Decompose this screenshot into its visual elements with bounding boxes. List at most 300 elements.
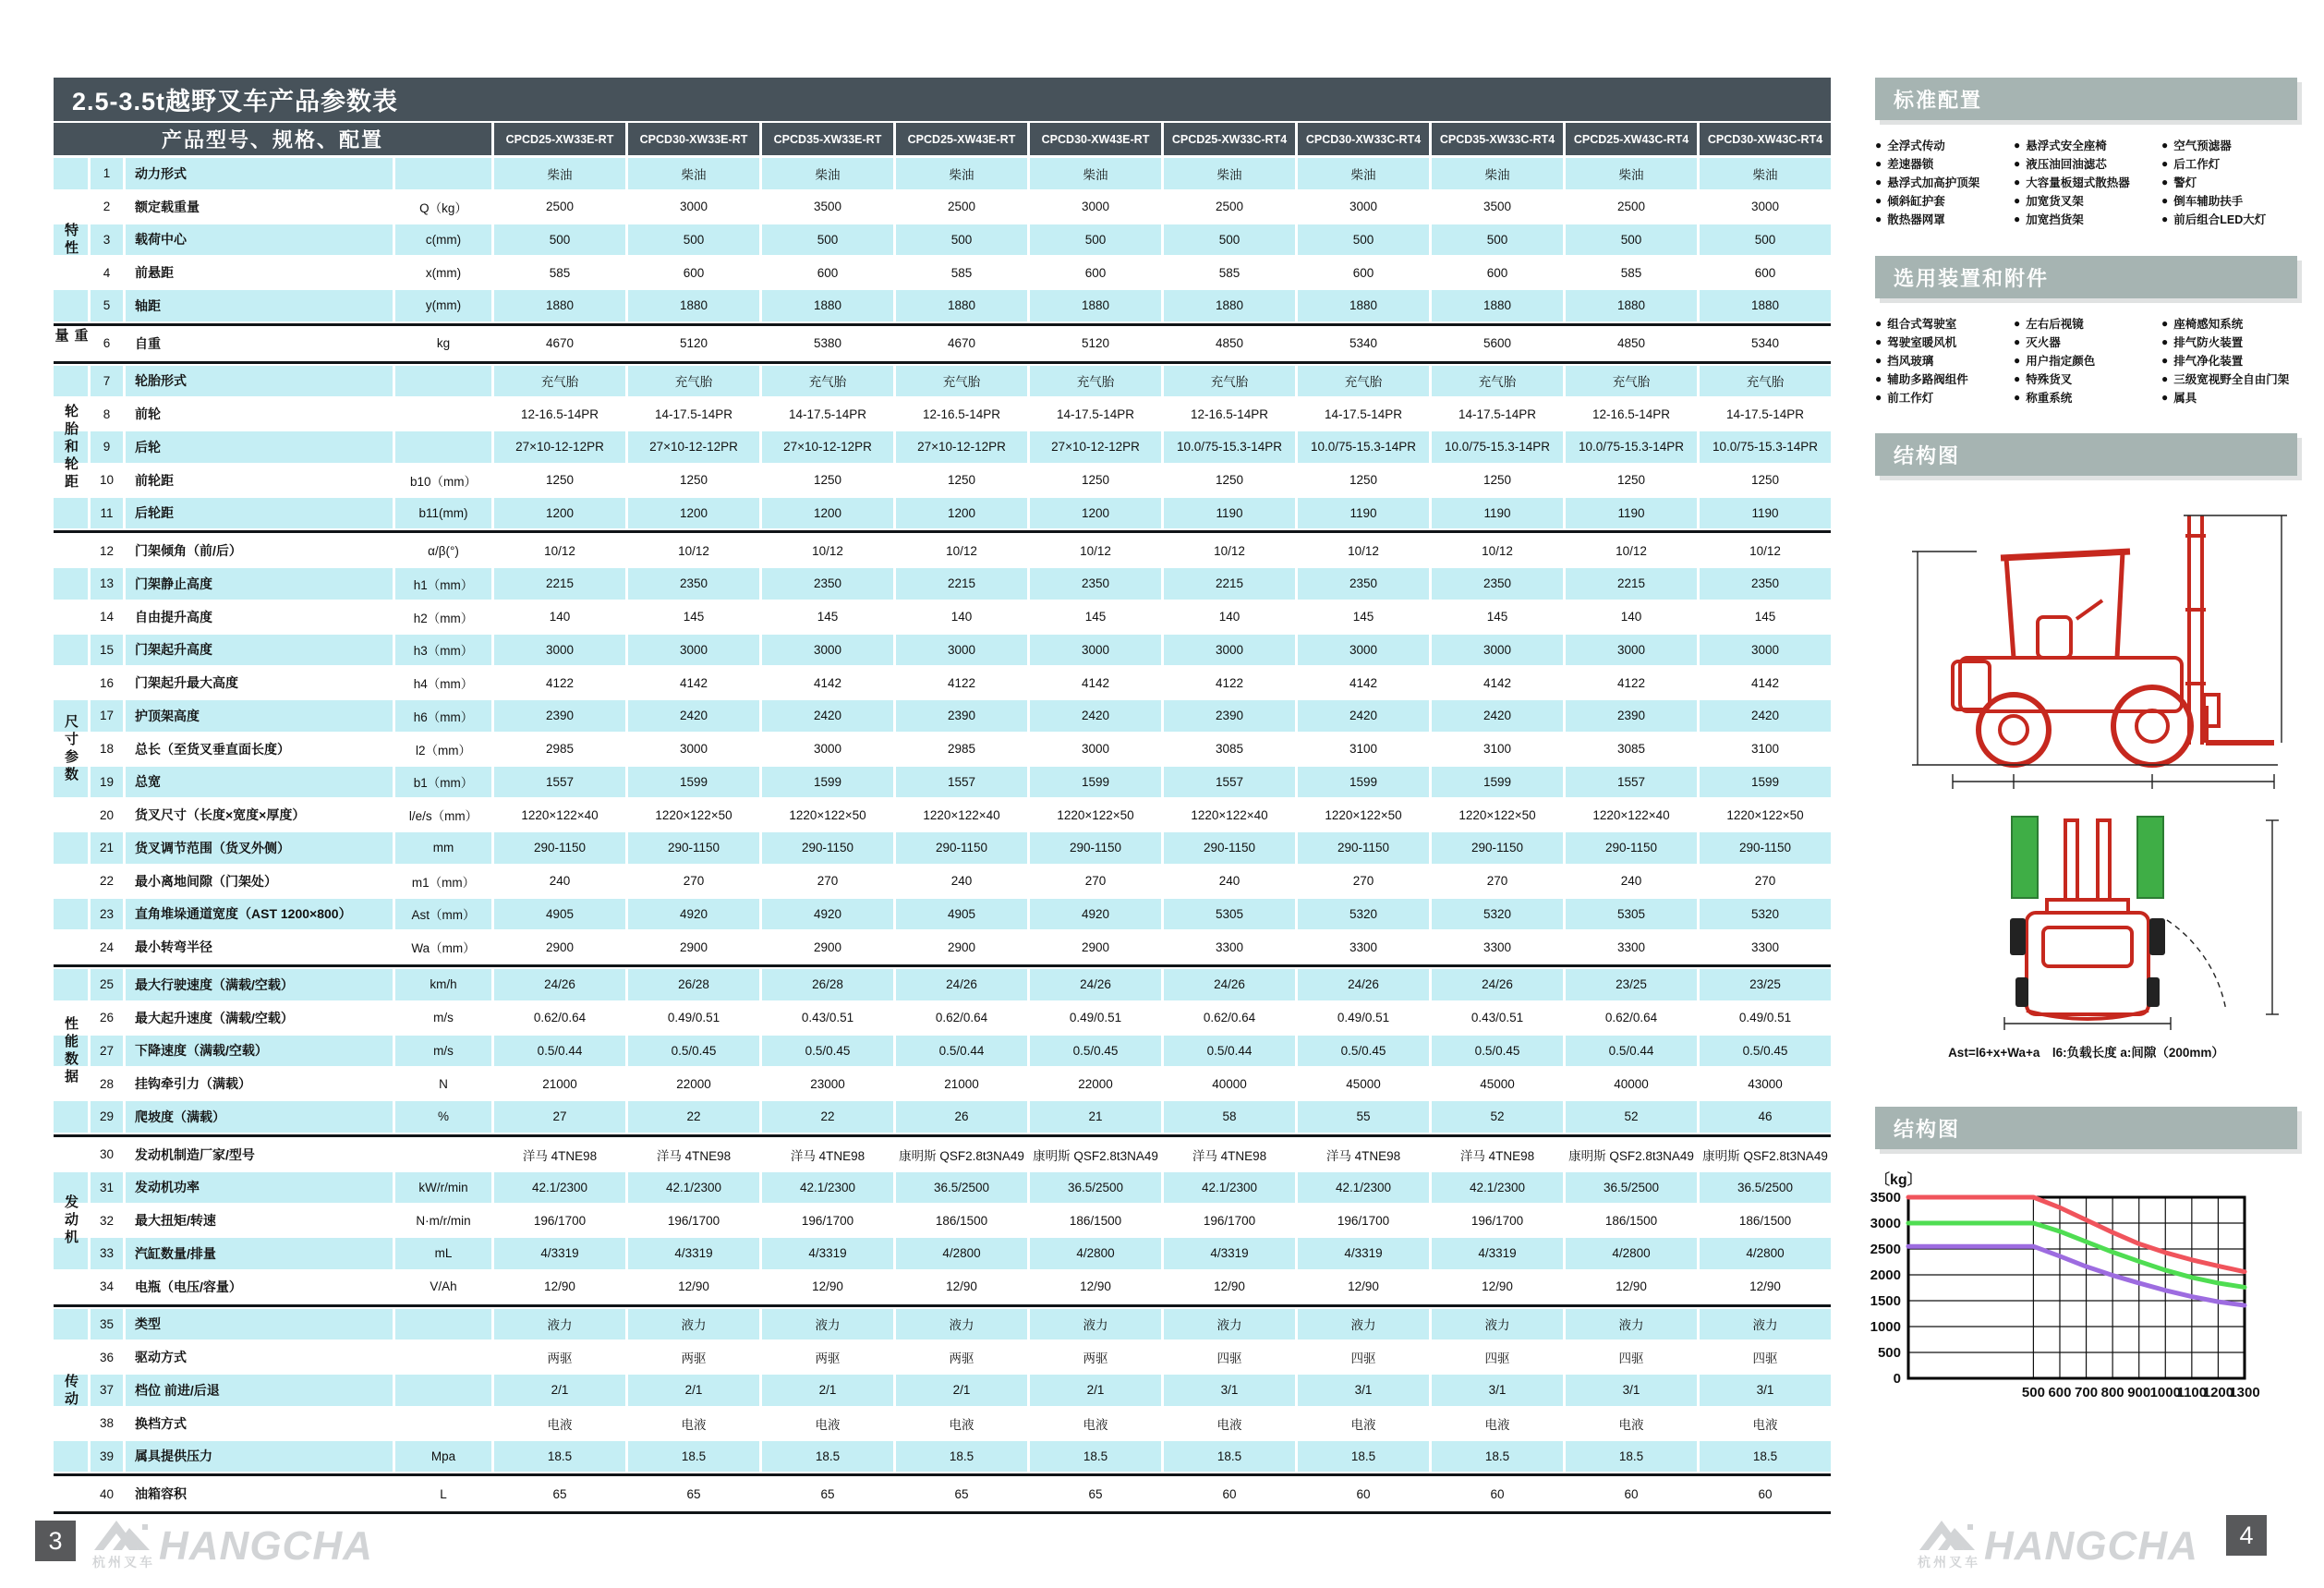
- spec-value: 4920: [1030, 899, 1161, 930]
- spec-value: 1250: [494, 465, 625, 496]
- row-unit: h4（mm）: [395, 667, 491, 698]
- spec-value: 充气胎: [896, 366, 1027, 397]
- spec-value: 1557: [896, 767, 1027, 798]
- spec-value: 柴油: [762, 158, 893, 189]
- row-label: 档位 前进/后退: [126, 1375, 393, 1406]
- spec-value: 洋马 4TNE98: [1164, 1139, 1295, 1170]
- config-item: [2161, 370, 2309, 387]
- row-label: 汽缸数量/排量: [126, 1238, 393, 1269]
- spec-value: 40000: [1164, 1068, 1295, 1099]
- spec-value: 3000: [1298, 635, 1429, 666]
- spec-value: 46: [1700, 1101, 1831, 1133]
- spec-value: 290-1150: [1700, 832, 1831, 864]
- config-item: [2161, 192, 2309, 209]
- row-unit: m/s: [395, 1036, 491, 1067]
- spec-value: 14-17.5-14PR: [1700, 398, 1831, 430]
- spec-value: 3000: [1030, 191, 1161, 223]
- spec-value: 4905: [494, 899, 625, 930]
- row-label: 最小离地间隙（门架处）: [126, 866, 393, 897]
- spec-value: 四驱: [1700, 1341, 1831, 1373]
- config-item: [2161, 315, 2309, 332]
- spec-value: 3000: [1700, 191, 1831, 223]
- spec-value: 1220×122×50: [1432, 799, 1563, 830]
- spec-value: 600: [628, 257, 759, 288]
- spec-value: 186/1500: [1566, 1205, 1697, 1236]
- spec-value: 1220×122×40: [1566, 799, 1697, 830]
- config-item: [2014, 137, 2161, 153]
- row-group-cell: [54, 866, 88, 897]
- config-item: [1875, 211, 2014, 227]
- config-item: [2161, 352, 2309, 369]
- spec-value: 3000: [494, 635, 625, 666]
- spec-value: 0.5/0.45: [762, 1036, 893, 1067]
- row-group-cell: [54, 969, 88, 1000]
- spec-value: 196/1700: [762, 1205, 893, 1236]
- spec-value: 3000: [628, 191, 759, 223]
- spec-value: 2215: [896, 568, 1027, 600]
- bullet-icon: ●: [2161, 139, 2169, 152]
- spec-value: 1250: [1432, 465, 1563, 496]
- x-tick-label: 1200: [2202, 1385, 2234, 1400]
- spec-value: 500: [1030, 224, 1161, 256]
- spec-value: 2420: [1432, 700, 1563, 732]
- spec-value: 10.0/75-15.3-14PR: [1566, 431, 1697, 463]
- spec-value: 充气胎: [494, 366, 625, 397]
- spec-value: 12-16.5-14PR: [494, 398, 625, 430]
- spec-row-31: [54, 1172, 1831, 1204]
- spec-row-6: [54, 328, 1831, 359]
- row-number: 22: [91, 866, 123, 897]
- spec-value: 2420: [762, 700, 893, 732]
- config-item: [1875, 315, 2014, 332]
- row-group-cell: [54, 224, 88, 256]
- spec-value: 康明斯 QSF2.8t3NA49: [1566, 1139, 1697, 1170]
- spec-row-34: [54, 1271, 1831, 1303]
- x-tick-label: 1100: [2176, 1385, 2208, 1400]
- spec-value: 液力: [762, 1309, 893, 1340]
- spec-row-3: [54, 224, 1831, 256]
- spec-value: 1250: [1700, 465, 1831, 496]
- row-group-cell: [54, 1271, 88, 1303]
- spec-value: 600: [762, 257, 893, 288]
- spec-table: [54, 123, 1831, 1516]
- spec-value: 10.0/75-15.3-14PR: [1432, 431, 1563, 463]
- spec-value: 10/12: [1700, 535, 1831, 566]
- spec-value: 两驱: [1030, 1341, 1161, 1373]
- config-item-label: 空气预滤器: [2173, 139, 2232, 152]
- row-number: 2: [91, 191, 123, 223]
- spec-value: 5320: [1432, 899, 1563, 930]
- row-number: 15: [91, 635, 123, 666]
- spec-value: 3300: [1700, 931, 1831, 963]
- group-separator: [54, 964, 1831, 967]
- spec-value: 2350: [762, 568, 893, 600]
- row-number: 5: [91, 290, 123, 321]
- spec-value: 3100: [1700, 733, 1831, 765]
- spec-value: 3000: [1432, 635, 1563, 666]
- spec-value: 24/26: [1298, 969, 1429, 1000]
- spec-value: 10.0/75-15.3-14PR: [1298, 431, 1429, 463]
- spec-value: 3500: [762, 191, 893, 223]
- spec-value: 4142: [762, 667, 893, 698]
- row-unit: [395, 1139, 491, 1170]
- row-label: 发动机功率: [126, 1172, 393, 1204]
- spec-value: 18.5: [1298, 1441, 1429, 1473]
- spec-value: 21000: [494, 1068, 625, 1099]
- optional-config-list: [1875, 314, 2309, 406]
- spec-value: 10.0/75-15.3-14PR: [1164, 431, 1295, 463]
- spec-value: 4850: [1164, 328, 1295, 359]
- spec-value: 1220×122×40: [494, 799, 625, 830]
- group-separator: [54, 1134, 1831, 1137]
- row-unit: α/β(°): [395, 535, 491, 566]
- spec-value: 500: [1432, 224, 1563, 256]
- spec-value: 600: [1700, 257, 1831, 288]
- spec-value: 1880: [1566, 290, 1697, 321]
- spec-value: 5120: [1030, 328, 1161, 359]
- row-unit: km/h: [395, 969, 491, 1000]
- row-unit: h1（mm）: [395, 568, 491, 600]
- spec-value: 1200: [494, 498, 625, 529]
- config-item: [1875, 370, 2014, 387]
- spec-value: 1200: [628, 498, 759, 529]
- row-number: 34: [91, 1271, 123, 1303]
- spec-value: 21000: [896, 1068, 1027, 1099]
- config-item-label: 全浮式传动: [1887, 139, 1945, 152]
- spec-value: 24/26: [896, 969, 1027, 1000]
- spec-value: 45000: [1432, 1068, 1563, 1099]
- row-unit: x(mm): [395, 257, 491, 288]
- row-group-cell: [54, 799, 88, 830]
- row-unit: [395, 158, 491, 189]
- group-separator: [54, 530, 1831, 533]
- spec-value: 2/1: [1030, 1375, 1161, 1406]
- spec-value: 18.5: [1164, 1441, 1295, 1473]
- row-number: 35: [91, 1309, 123, 1340]
- spec-value: 4/3319: [494, 1238, 625, 1269]
- spec-value: 12-16.5-14PR: [1566, 398, 1697, 430]
- row-unit: [395, 398, 491, 430]
- spec-value: 14-17.5-14PR: [1298, 398, 1429, 430]
- config-item-label: 加宽货叉架: [2026, 195, 2084, 208]
- spec-value: 2390: [1164, 700, 1295, 732]
- spec-value: 2/1: [494, 1375, 625, 1406]
- row-unit: N·m/r/min: [395, 1205, 491, 1236]
- spec-value: 电液: [1566, 1408, 1697, 1439]
- spec-value: 2500: [1566, 191, 1697, 223]
- spec-value: 2350: [1432, 568, 1563, 600]
- spec-value: 4122: [896, 667, 1027, 698]
- spec-value: 65: [896, 1478, 1027, 1509]
- spec-value: 2420: [628, 700, 759, 732]
- row-group-cell: [54, 535, 88, 566]
- spec-row-10: [54, 465, 1831, 496]
- spec-row-2: [54, 191, 1831, 223]
- spec-value: 42.1/2300: [1164, 1172, 1295, 1204]
- row-label: 最小转弯半径: [126, 931, 393, 963]
- config-item: [2161, 389, 2309, 406]
- spec-value: 23000: [762, 1068, 893, 1099]
- spec-value: 10/12: [1164, 535, 1295, 566]
- load-capacity-plot: [1862, 1160, 2302, 1413]
- row-label: 额定载重量: [126, 191, 393, 223]
- spec-value: 1220×122×50: [628, 799, 759, 830]
- spec-value: 43000: [1700, 1068, 1831, 1099]
- green-curve: [1908, 1223, 2245, 1287]
- spec-row-19: [54, 767, 1831, 798]
- row-group-cell: [54, 1341, 88, 1373]
- row-unit: kg: [395, 328, 491, 359]
- model-column-header: CPCD25-XW43C-RT4: [1566, 123, 1697, 155]
- row-unit: l2（mm）: [395, 733, 491, 765]
- row-unit: m/s: [395, 1002, 491, 1034]
- config-item: [2014, 352, 2161, 369]
- spec-value: 4670: [494, 328, 625, 359]
- bullet-icon: ●: [2014, 391, 2021, 404]
- model-column-header: CPCD30-XW33C-RT4: [1298, 123, 1429, 155]
- spec-value: 186/1500: [1030, 1205, 1161, 1236]
- spec-value: 0.62/0.64: [1566, 1002, 1697, 1034]
- spec-value: 24/26: [494, 969, 625, 1000]
- spec-value: 12/90: [494, 1271, 625, 1303]
- spec-value: 电液: [1700, 1408, 1831, 1439]
- row-group-cell: [54, 1408, 88, 1439]
- spec-value: 5340: [1700, 328, 1831, 359]
- bullet-icon: ●: [1875, 391, 1882, 404]
- config-item-label: 称重系统: [2026, 392, 2073, 405]
- structure-diagram-side-view: [1875, 480, 2297, 806]
- spec-value: 3000: [1298, 191, 1429, 223]
- spec-value: 500: [1164, 224, 1295, 256]
- spec-value: 585: [494, 257, 625, 288]
- row-label: 载荷中心: [126, 224, 393, 256]
- x-tick-label: 800: [2100, 1385, 2124, 1400]
- bullet-icon: ●: [2161, 354, 2169, 367]
- spec-value: 充气胎: [1030, 366, 1161, 397]
- spec-value: 1557: [1566, 767, 1697, 798]
- spec-value: 1250: [1164, 465, 1295, 496]
- spec-value: 26/28: [762, 969, 893, 1000]
- spec-value: 58: [1164, 1101, 1295, 1133]
- config-item: [1875, 174, 2014, 190]
- spec-value: 23/25: [1700, 969, 1831, 1000]
- config-item: [2161, 137, 2309, 153]
- spec-value: 240: [1566, 866, 1697, 897]
- row-label: 发动机制造厂家/型号: [126, 1139, 393, 1170]
- row-label: 后轮距: [126, 498, 393, 529]
- spec-row-11: [54, 498, 1831, 529]
- row-label: 自重: [126, 328, 393, 359]
- spec-value: 2420: [1700, 700, 1831, 732]
- config-item-label: 警灯: [2173, 176, 2197, 189]
- spec-value: 1599: [1030, 767, 1161, 798]
- spec-value: 290-1150: [1432, 832, 1563, 864]
- config-item: [2014, 192, 2161, 209]
- spec-value: 电液: [896, 1408, 1027, 1439]
- spec-value: 12/90: [628, 1271, 759, 1303]
- spec-value: 140: [1566, 601, 1697, 633]
- spec-value: 1190: [1700, 498, 1831, 529]
- spec-value: 3000: [1700, 635, 1831, 666]
- row-group-cell: [54, 1036, 88, 1067]
- bullet-icon: ●: [2161, 176, 2169, 188]
- config-item-label: 大容量板翅式散热器: [2026, 176, 2130, 189]
- spec-value: 电液: [1164, 1408, 1295, 1439]
- spec-value: 1220×122×50: [1298, 799, 1429, 830]
- spec-value: 14-17.5-14PR: [1432, 398, 1563, 430]
- spec-value: 1250: [1030, 465, 1161, 496]
- spec-row-18: [54, 733, 1831, 765]
- spec-value: 4850: [1566, 328, 1697, 359]
- row-unit: h2（mm）: [395, 601, 491, 633]
- row-number: 16: [91, 667, 123, 698]
- spec-value: 4/2800: [1566, 1238, 1697, 1269]
- x-tick-label: 900: [2127, 1385, 2151, 1400]
- spec-value: 1200: [1030, 498, 1161, 529]
- row-label: 轮胎形式: [126, 366, 393, 397]
- spec-value: 2215: [1164, 568, 1295, 600]
- spec-value: 196/1700: [1164, 1205, 1295, 1236]
- spec-value: 0.49/0.51: [1700, 1002, 1831, 1034]
- load-capacity-chart: [1862, 1160, 2302, 1413]
- row-number: 17: [91, 700, 123, 732]
- row-group-cell: [54, 733, 88, 765]
- spec-value: 5340: [1298, 328, 1429, 359]
- row-label: 下降速度（满载/空载）: [126, 1036, 393, 1067]
- spec-row-17: [54, 700, 1831, 732]
- config-item: [1875, 333, 2014, 350]
- spec-value: 270: [628, 866, 759, 897]
- row-unit: Q（kg）: [395, 191, 491, 223]
- spec-value: 4142: [628, 667, 759, 698]
- spec-value: 12/90: [1298, 1271, 1429, 1303]
- spec-value: 2500: [896, 191, 1027, 223]
- spec-value: 0.62/0.64: [1164, 1002, 1295, 1034]
- spec-value: 2215: [1566, 568, 1697, 600]
- spec-value: 1220×122×40: [1164, 799, 1295, 830]
- spec-value: 42.1/2300: [494, 1172, 625, 1204]
- spec-value: 3300: [1298, 931, 1429, 963]
- row-label: 动力形式: [126, 158, 393, 189]
- spec-value: 2900: [1030, 931, 1161, 963]
- spec-value: 145: [762, 601, 893, 633]
- spec-value: 2985: [896, 733, 1027, 765]
- row-group-cell: [54, 158, 88, 189]
- spec-value: 充气胎: [1298, 366, 1429, 397]
- config-item-label: 倒车辅助扶手: [2173, 195, 2244, 208]
- spec-value: 2900: [896, 931, 1027, 963]
- spec-value: 液力: [896, 1309, 1027, 1340]
- spec-value: 1880: [1298, 290, 1429, 321]
- spec-value: 145: [1030, 601, 1161, 633]
- config-item-label: 灭火器: [2026, 336, 2061, 349]
- model-column-header: CPCD25-XW43E-RT: [896, 123, 1027, 155]
- spec-value: 柴油: [1432, 158, 1563, 189]
- row-number: 20: [91, 799, 123, 830]
- row-number: 28: [91, 1068, 123, 1099]
- row-unit: [395, 366, 491, 397]
- spec-value: 18.5: [494, 1441, 625, 1473]
- spec-value: 10/12: [896, 535, 1027, 566]
- structure-section-header: 结构图: [1875, 433, 2297, 476]
- spec-value: 65: [628, 1478, 759, 1509]
- spec-value: 柴油: [494, 158, 625, 189]
- config-item-label: 特殊货叉: [2026, 373, 2073, 386]
- page-number-left: 3: [35, 1521, 76, 1561]
- spec-row-1: [54, 158, 1831, 189]
- row-unit: b10（mm）: [395, 465, 491, 496]
- spec-value: 2350: [1030, 568, 1161, 600]
- row-group-cell: [54, 1238, 88, 1269]
- row-number: 30: [91, 1139, 123, 1170]
- row-group-cell: [54, 1441, 88, 1473]
- row-number: 23: [91, 899, 123, 930]
- spec-value: 2390: [494, 700, 625, 732]
- spec-value: 145: [1700, 601, 1831, 633]
- spec-value: 1220×122×50: [1700, 799, 1831, 830]
- row-group-cell: [54, 191, 88, 223]
- row-label: 直角堆垛通道宽度（AST 1200×800）: [126, 899, 393, 930]
- spec-value: 2350: [1298, 568, 1429, 600]
- config-item-label: 组合式驾驶室: [1887, 318, 1957, 331]
- row-unit: h3（mm）: [395, 635, 491, 666]
- spec-value: 3000: [896, 635, 1027, 666]
- spec-value: 充气胎: [1700, 366, 1831, 397]
- x-tick-label: 600: [2048, 1385, 2072, 1400]
- row-number: 27: [91, 1036, 123, 1067]
- config-item: [1875, 352, 2014, 369]
- spec-value: 2350: [1700, 568, 1831, 600]
- row-unit: mL: [395, 1238, 491, 1269]
- spec-row-7: [54, 366, 1831, 397]
- row-group-cell: [54, 431, 88, 463]
- spec-value: 270: [1030, 866, 1161, 897]
- row-unit: h6（mm）: [395, 700, 491, 732]
- spec-value: 42.1/2300: [1432, 1172, 1563, 1204]
- row-label: 挂钩牵引力（满载）: [126, 1068, 393, 1099]
- spec-value: 充气胎: [1164, 366, 1295, 397]
- row-label: 总长（至货叉垂直面长度）: [126, 733, 393, 765]
- spec-value: 1250: [628, 465, 759, 496]
- spec-value: 600: [1432, 257, 1563, 288]
- spec-value: 3085: [1164, 733, 1295, 765]
- row-label: 门架倾角（前/后）: [126, 535, 393, 566]
- spec-value: 3000: [762, 635, 893, 666]
- spec-value: 12/90: [1566, 1271, 1697, 1303]
- spec-value: 0.49/0.51: [1298, 1002, 1429, 1034]
- spec-value: 0.62/0.64: [896, 1002, 1027, 1034]
- row-label: 电瓶（电压/容量）: [126, 1271, 393, 1303]
- spec-value: 22000: [628, 1068, 759, 1099]
- spec-value: 0.62/0.64: [494, 1002, 625, 1034]
- spec-value: 2500: [1164, 191, 1295, 223]
- row-group-cell: [54, 1139, 88, 1170]
- row-number: 7: [91, 366, 123, 397]
- spec-value: 洋马 4TNE98: [628, 1139, 759, 1170]
- spec-value: 电液: [762, 1408, 893, 1439]
- brand-cn-text: 杭州叉车: [92, 1555, 155, 1570]
- spec-value: 500: [1298, 224, 1429, 256]
- row-group-cell: [54, 290, 88, 321]
- spec-value: 52: [1566, 1101, 1697, 1133]
- spec-value: 柴油: [1164, 158, 1295, 189]
- hangcha-logo-left: [89, 1509, 375, 1576]
- spec-value: 12/90: [896, 1271, 1027, 1303]
- bullet-icon: ●: [1875, 354, 1882, 367]
- spec-value: 0.5/0.44: [1566, 1036, 1697, 1067]
- row-label: 前轮: [126, 398, 393, 430]
- brand-text: HANGCHA: [159, 1523, 373, 1569]
